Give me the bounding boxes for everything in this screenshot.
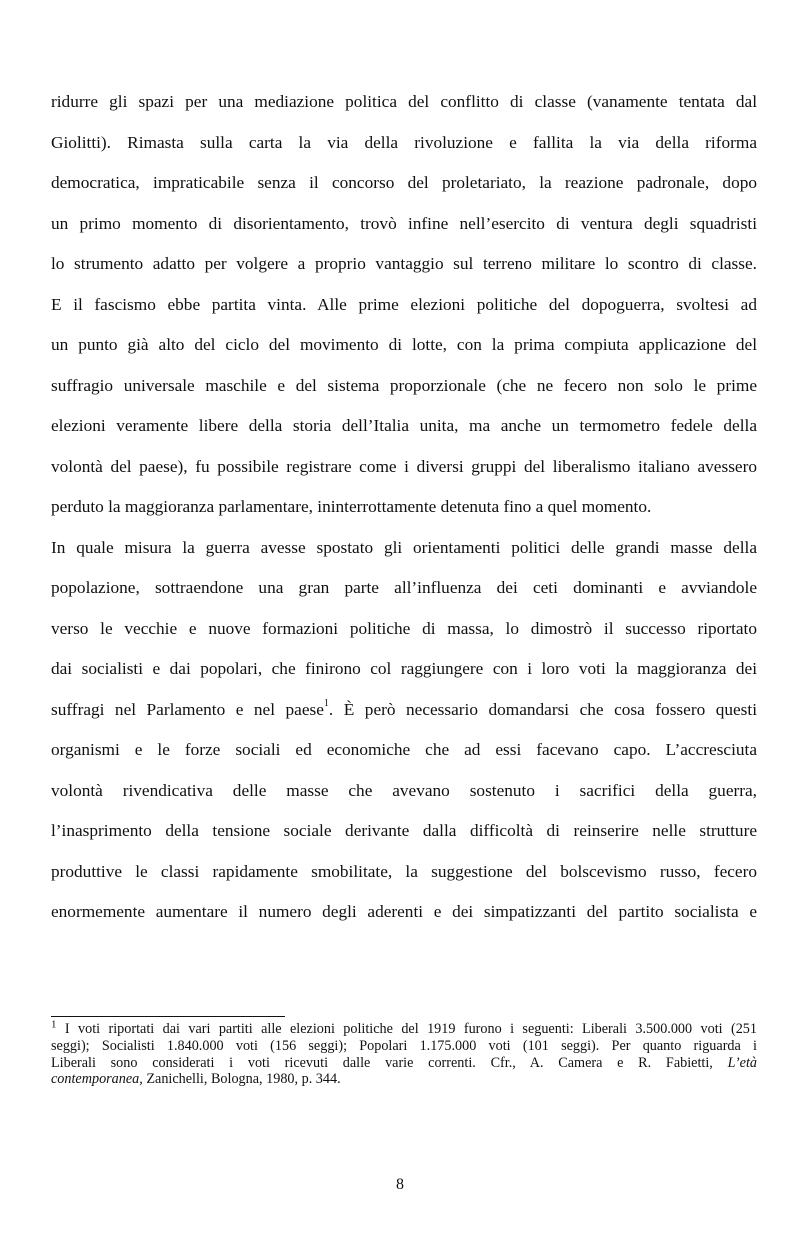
footnote-line	[51, 1071, 757, 1088]
text-line: volontà del paese), fu possibile registrare come i diversi gruppi del liberalismo italiano avessero	[51, 456, 757, 476]
text-line: dai socialisti e dai popolari, che finirono col raggiungere con i loro voti la maggioranza dei	[51, 659, 757, 678]
paragraph-1	[51, 82, 757, 528]
text-line: un primo momento di disorientamento, trovò infine nell’esercito di ventura degli squadristi	[51, 213, 757, 233]
text-line: organismi e le forze sociali ed economiche che ad essi facevano capo. L’accresciuta	[51, 740, 757, 759]
text-line: lo strumento adatto per volgere a proprio vantaggio sul terreno militare lo scontro di classe.	[51, 254, 757, 273]
footnote-text: Zanichelli, Bologna, 1980, p. 344.	[142, 1071, 341, 1088]
text-segment: suffragi nel Parlamento e nel paese	[51, 699, 324, 719]
text-line: In quale misura la guerra avesse spostato gli orientamenti politici delle grandi masse della	[51, 537, 757, 557]
footnote	[51, 1018, 757, 1088]
footnote-text: Liberali sono considerati i voti ricevuti dalle varie correnti. Cfr., A. Camera e R. Fabietti,	[51, 1054, 713, 1071]
text-line: democratica, impraticabile senza il concorso del proletariato, la reazione padronale, dopo	[51, 173, 757, 192]
footnote-line: seggi); Socialisti 1.840.000 voti (156 seggi); Popolari 1.175.000 voti (101 seggi). Per quanto riguarda i	[51, 1037, 757, 1054]
footnote-line	[51, 1055, 757, 1072]
text-line: l’inasprimento della tensione sociale derivante dalla difficoltà di reinserire nelle strutture	[51, 821, 757, 840]
body-text	[51, 82, 757, 933]
text-line: ridurre gli spazi per una mediazione politica del conflitto di classe (vanamente tentata dal	[51, 92, 757, 111]
footnote-separator	[51, 1016, 285, 1017]
footnote-italic-title: contemporanea,	[51, 1071, 143, 1088]
footnote-line	[51, 1018, 757, 1038]
text-line: popolazione, sottraendone una gran parte all’influenza dei ceti dominanti e avviandole	[51, 578, 757, 597]
footnote-mark: 1	[51, 1018, 57, 1031]
text-line: produttive le classi rapidamente smobilitate, la suggestione del bolscevismo russo, fecero	[51, 861, 757, 881]
paragraph-2	[51, 528, 757, 933]
page-number: 8	[396, 1176, 404, 1193]
footnote-italic-title: L’età	[712, 1054, 757, 1071]
text-line: un punto già alto del ciclo del movimento di lotte, con la prima compiuta applicazione del	[51, 335, 757, 354]
footnote-reference[interactable]: 1	[323, 697, 329, 709]
text-line: perduto la maggioranza parlamentare, ininterrottamente detenuta fino a quel momento.	[51, 497, 652, 516]
footnote-text: I voti riportati dai vari partiti alle elezioni politiche del 1919 furono i seguenti: Liberali 3.500.000 voti (251	[56, 1021, 757, 1037]
text-line: elezioni veramente libere della storia dell’Italia unita, ma anche un termometro fedele della	[51, 416, 757, 435]
text-line-with-footnote	[51, 690, 757, 731]
text-line: Giolitti). Rimasta sulla carta la via della rivoluzione e fallita la via della riforma	[51, 132, 757, 152]
text-line: enormemente aumentare il numero degli aderenti e dei simpatizzanti del partito socialista e	[51, 902, 757, 921]
text-line: verso le vecchie e nuove formazioni politiche di massa, lo dimostrò il successo riportato	[51, 618, 757, 638]
text-line: volontà rivendicativa delle masse che avevano sostenuto i sacrifici della guerra,	[51, 780, 757, 800]
text-line: suffragio universale maschile e del sistema proporzionale (che ne fecero non solo le prime	[51, 375, 757, 395]
text-segment: . È però necessario domandarsi che cosa fossero questi	[328, 699, 757, 719]
text-line: E il fascismo ebbe partita vinta. Alle prime elezioni politiche del dopoguerra, svoltesi ad	[51, 294, 757, 314]
